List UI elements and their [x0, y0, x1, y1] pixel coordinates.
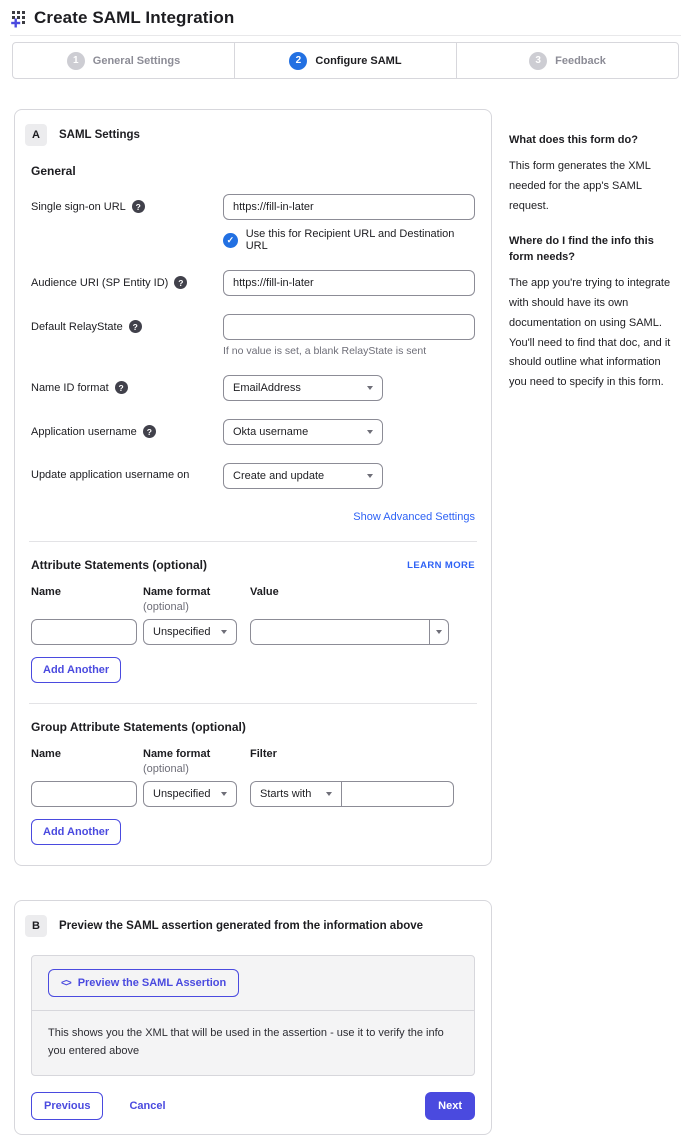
name-id-format-select[interactable]	[223, 375, 383, 401]
update-app-username-select[interactable]	[223, 463, 383, 489]
preview-description: This shows you the XML that will be used in the assertion - use it to verify the info you entered above	[48, 1027, 444, 1058]
attribute-statements-headers	[31, 586, 475, 613]
help-icon[interactable]: ?	[115, 381, 128, 394]
update-app-username-value: Create and update	[233, 470, 325, 482]
learn-more-link[interactable]: LEARN MORE	[407, 559, 475, 571]
name-id-format-value: EmailAddress	[233, 382, 301, 394]
group-attr-name-input[interactable]	[31, 781, 137, 807]
section-badge-b: B	[25, 915, 47, 937]
sso-url-input[interactable]	[223, 194, 475, 220]
help-icon[interactable]: ?	[143, 425, 156, 438]
help-icon[interactable]: ?	[132, 200, 145, 213]
help-sidebar	[492, 109, 691, 411]
section-divider	[29, 541, 477, 542]
sidebar-question-2: Where do I find the info this form needs?	[509, 235, 654, 264]
step-configure-saml[interactable]	[234, 43, 456, 78]
audience-uri-input[interactable]	[223, 270, 475, 296]
update-app-username-row	[31, 463, 475, 489]
group-attr-filter-value-input[interactable]	[342, 781, 454, 807]
cancel-link[interactable]: Cancel	[129, 1100, 166, 1113]
app-username-row	[31, 419, 475, 445]
app-username-value: Okta username	[233, 426, 309, 438]
step-number: 3	[529, 52, 547, 70]
page-title: Create SAML Integration	[34, 8, 235, 27]
relay-state-label: Default RelayState	[31, 320, 123, 333]
help-icon[interactable]: ?	[174, 276, 187, 289]
chevron-down-icon	[367, 430, 373, 434]
group-attribute-statements-headers	[31, 748, 475, 775]
step-general-settings[interactable]	[13, 43, 234, 78]
chevron-down-icon	[221, 792, 227, 796]
step-number: 1	[67, 52, 85, 70]
preview-panel	[31, 955, 475, 1076]
col-header-value: Value	[250, 586, 279, 598]
attribute-statements-title: Attribute Statements (optional)	[31, 558, 207, 572]
step-label: Configure SAML	[315, 54, 402, 67]
relay-state-helper: If no value is set, a blank RelayState is sent	[223, 345, 427, 357]
sidebar-answer-2: The app you're trying to integrate with should have its own documentation on using SAML. You'll need to find that doc, and it should outline what information you need to specify in this form.	[509, 277, 671, 389]
audience-uri-label: Audience URI (SP Entity ID)	[31, 276, 169, 289]
col-header-name: Name	[31, 748, 61, 760]
saml-settings-card	[14, 109, 492, 866]
attribute-statement-row	[31, 619, 475, 645]
sso-url-row	[31, 194, 475, 252]
attr-name-input[interactable]	[31, 619, 137, 645]
preview-section-title: Preview the SAML assertion generated from the information above	[59, 920, 424, 932]
saml-settings-title: SAML Settings	[59, 129, 140, 141]
section-badge-a: A	[25, 124, 47, 146]
audience-uri-row	[31, 270, 475, 296]
preview-saml-assertion-button[interactable]: <> Preview the SAML Assertion	[48, 969, 239, 997]
general-heading: General	[31, 164, 76, 178]
chevron-down-icon	[436, 630, 442, 634]
code-icon: <>	[61, 977, 71, 989]
wizard-footer	[31, 1092, 475, 1120]
group-attribute-statements-title: Group Attribute Statements (optional)	[31, 720, 246, 734]
group-attr-name-format-select[interactable]: Unspecified	[143, 781, 237, 807]
help-icon[interactable]: ?	[129, 320, 142, 333]
step-label: Feedback	[555, 54, 606, 67]
app-grid-plus-icon	[10, 8, 30, 28]
wizard-stepper	[12, 42, 679, 79]
group-attr-filter-type-select[interactable]: Starts with	[250, 781, 342, 807]
recipient-url-checkbox-label: Use this for Recipient URL and Destination URL	[245, 228, 455, 252]
chevron-down-icon	[326, 792, 332, 796]
relay-state-row	[31, 314, 475, 357]
sidebar-answer-1: This form generates the XML needed for the app's SAML request.	[509, 159, 651, 212]
next-button[interactable]: Next	[425, 1092, 475, 1120]
attr-value-dropdown-button[interactable]	[430, 619, 449, 645]
step-feedback[interactable]	[456, 43, 678, 78]
step-label: General Settings	[92, 54, 181, 67]
col-header-name-format: Name format (optional)	[143, 748, 211, 775]
add-another-group-attribute-button[interactable]: Add Another	[31, 819, 121, 845]
sso-url-label: Single sign-on URL	[31, 200, 126, 213]
col-header-name: Name	[31, 586, 61, 598]
page-header	[0, 0, 691, 35]
name-id-format-row	[31, 375, 475, 401]
name-id-format-label: Name ID format	[31, 381, 109, 394]
sidebar-question-1: What does this form do?	[509, 134, 638, 146]
group-attribute-statement-row	[31, 781, 475, 807]
app-username-label: Application username	[31, 425, 137, 438]
attr-value-input[interactable]	[250, 619, 430, 645]
chevron-down-icon	[221, 630, 227, 634]
step-number: 2	[289, 52, 307, 70]
add-another-attribute-button[interactable]: Add Another	[31, 657, 121, 683]
update-app-username-label: Update application username on	[31, 469, 190, 481]
header-divider	[10, 35, 681, 36]
show-advanced-settings-link[interactable]: Show Advanced Settings	[353, 511, 475, 523]
section-divider	[29, 703, 477, 704]
col-header-name-format: Name format (optional)	[143, 586, 211, 613]
recipient-url-checkbox[interactable]: ✓	[223, 233, 238, 248]
preview-assertion-card	[14, 900, 492, 1135]
app-username-select[interactable]	[223, 419, 383, 445]
chevron-down-icon	[367, 474, 373, 478]
chevron-down-icon	[367, 386, 373, 390]
attr-name-format-select[interactable]: Unspecified	[143, 619, 237, 645]
col-header-filter: Filter	[250, 748, 277, 760]
relay-state-input[interactable]	[223, 314, 475, 340]
previous-button[interactable]: Previous	[31, 1092, 103, 1120]
